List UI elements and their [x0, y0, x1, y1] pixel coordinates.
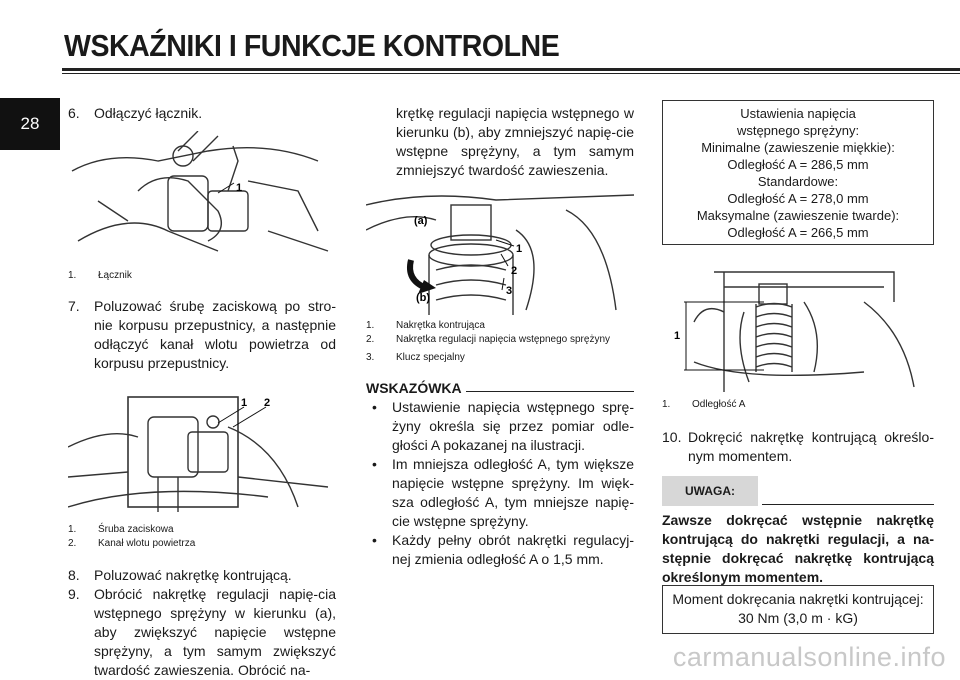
step-9-continued: krętkę regulacji napięcia wstępnego w kierunku (b), aby zmniejszyć napię-cie wstępne sprężyny, a tym samym zmniejszyć twardość zawieszenia.	[396, 105, 634, 178]
step-7	[68, 297, 336, 373]
step-10	[662, 428, 934, 466]
figure-distance-a	[664, 262, 932, 392]
title-rule-thin	[62, 73, 960, 74]
figure-clamp-screw	[68, 387, 336, 519]
note-heading	[366, 379, 634, 398]
step-text: Odłączyć łącznik.	[94, 105, 203, 121]
note-bullet-text: Ustawienie napięcia wstępnego sprę-żyny określa się przez pomiar odle-głości A pokazanej na ilustracji.	[392, 399, 634, 453]
caption-text: Łącznik	[98, 270, 132, 281]
caution-rule	[762, 504, 934, 505]
note-bullet	[366, 455, 634, 531]
step-6	[68, 104, 336, 123]
torque-line: Moment dokręcania nakrętki kontrującej:	[672, 591, 924, 607]
caption-text: Klucz specjalny	[396, 352, 465, 363]
figure-label: 2	[511, 265, 518, 277]
page-number-tab	[0, 98, 60, 150]
torque-line: 30 Nm (3,0 m · kG)	[738, 610, 858, 626]
note-bullet	[366, 398, 634, 455]
bullet-mark: •	[372, 456, 377, 472]
caption-text: Nakrętka kontrująca	[396, 320, 485, 331]
settings-line: Maksymalne (zawieszenie twarde):	[696, 208, 900, 223]
step-number: 10.	[662, 429, 682, 445]
title-rule-thick	[62, 68, 960, 71]
caption-row	[68, 537, 336, 551]
column-1	[68, 104, 336, 680]
note-heading-rule	[466, 391, 634, 392]
settings-box	[662, 100, 934, 245]
caption-row	[366, 351, 634, 365]
watermark: carmanualsonline.info	[672, 642, 946, 672]
figure-label: 1	[674, 330, 681, 342]
caption-number: 1.	[662, 399, 671, 410]
torque-box	[662, 585, 934, 634]
caption-number: 3.	[366, 352, 375, 363]
figure-label: (b)	[416, 292, 431, 304]
settings-line: wstępnego sprężyny:	[736, 123, 860, 138]
caution-heading	[662, 476, 934, 506]
figure-connector	[68, 131, 336, 261]
step-number: 6.	[68, 105, 80, 121]
step-text: Obrócić nakrętkę regulacji napię-cia wstępnego sprężyny w kierunku (a), aby zwiększyć napięcie wstępne sprężyny, a tym samym zwiększyć twardość zawieszenia. Obrócić na-	[94, 586, 336, 678]
page-title: WSKAŹNIKI I FUNKCJE KONTROLNE	[64, 28, 560, 63]
note-bullet-text: Im mniejsza odległość A, tym większe napięcie wstępne sprężyny. Im więk-sza odległość A, tym mniejsze napię-cie wstępne sprężyny.	[392, 456, 634, 529]
figure-label: 1	[241, 397, 248, 409]
step-text: Dokręcić nakrętkę kontrującą określo-nym momentem.	[688, 429, 934, 464]
caption-text: Odległość A	[692, 399, 746, 410]
step-text: Poluzować nakrętkę kontrującą.	[94, 567, 292, 583]
settings-line: Odległość A = 278,0 mm	[727, 191, 869, 206]
settings-line: Standardowe:	[757, 174, 839, 189]
settings-line: Ustawienia napięcia	[740, 106, 856, 121]
caption-row	[68, 269, 336, 283]
figure-label: (a)	[414, 215, 428, 227]
note-heading-text: WSKAZÓWKA	[366, 380, 462, 396]
step-text: Poluzować śrubę zaciskową po stro-nie korpusu przepustnicy, a następnie odłączyć kanał wlotu powietrza od korpusu przepustnicy.	[94, 298, 336, 371]
step-number: 7.	[68, 298, 80, 314]
settings-line: Odległość A = 266,5 mm	[727, 225, 869, 240]
figure-label: 1	[516, 243, 523, 255]
bullet-mark: •	[372, 532, 377, 548]
figure-label: 3	[506, 285, 513, 297]
column-2	[366, 104, 634, 569]
figure-label: 1	[236, 182, 243, 194]
caption-number: 1.	[68, 524, 77, 535]
bullet-mark: •	[372, 399, 377, 415]
caption-number: 1.	[366, 320, 375, 331]
caption-row	[68, 523, 336, 537]
caption-number: 2.	[366, 334, 375, 345]
caption-number: 1.	[68, 270, 77, 281]
step-number: 8.	[68, 567, 80, 583]
caution-text: Zawsze dokręcać wstępnie nakrętkę kontrującą do nakrętki regulacji, a na-stępnie dokręcać nakrętkę kontrującą określonym momentem.	[662, 512, 934, 585]
caption-text: Kanał wlotu powietrza	[98, 538, 196, 549]
caption-row	[662, 398, 960, 412]
note-bullet-text: Każdy pełny obrót nakrętki regulacyj-nej zmienia odległość A o 1,5 mm.	[392, 532, 634, 567]
caption-text: Śruba zaciskowa	[98, 524, 174, 535]
page-number: 28	[20, 114, 40, 133]
caption-number: 2.	[68, 538, 77, 549]
step-9	[68, 585, 336, 680]
figure-spring-adjuster	[366, 190, 634, 315]
note-bullet	[366, 531, 634, 569]
caption-row	[366, 333, 634, 347]
step-number: 9.	[68, 586, 80, 602]
settings-line: Odległość A = 286,5 mm	[727, 157, 869, 172]
caption-text: Nakrętka regulacji napięcia wstępnego sprężyny	[396, 334, 611, 345]
caption-row	[366, 319, 634, 333]
figure-label: 2	[264, 397, 271, 409]
caution-label: UWAGA:	[662, 476, 758, 506]
settings-line: Minimalne (zawieszenie miękkie):	[701, 140, 895, 155]
step-8	[68, 566, 336, 585]
